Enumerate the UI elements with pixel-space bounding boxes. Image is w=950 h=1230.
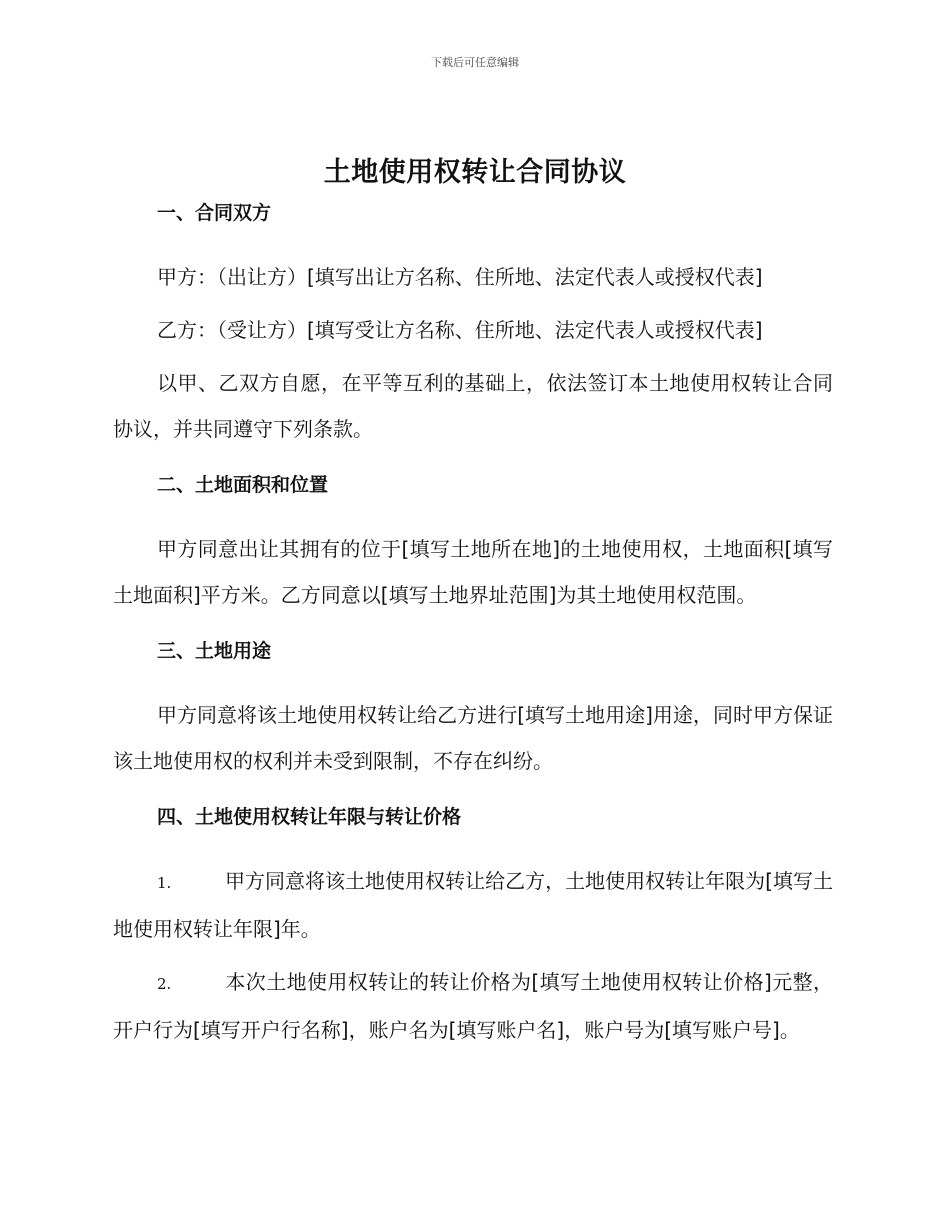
document-body: [113, 198, 833, 1060]
list-item: [113, 858, 833, 952]
list-item-number: 2.: [157, 975, 172, 993]
land-area-paragraph: 甲方同意出让其拥有的位于[填写土地所在地]的土地使用权，土地面积[填写土地面积]平方米。乙方同意以[填写土地界址范围]为其土地使用权范围。: [113, 537, 833, 607]
document-title: 土地使用权转让合同协议: [323, 157, 627, 188]
land-use-paragraph: 甲方同意将该土地使用权转让给乙方进行[填写土地用途]用途，同时甲方保证该土地使用权的权利并未受到限制，不存在纠纷。: [113, 703, 833, 773]
header-note: 下载后可任意编辑: [431, 56, 519, 69]
intro-paragraph: 以甲、乙双方自愿，在平等互利的基础上，依法签订本土地使用权转让合同协议，并共同遵守下列条款。: [113, 371, 833, 441]
party-b-paragraph: 乙方：（受让方）[填写受让方名称、住所地、法定代表人或授权代表]: [157, 318, 763, 342]
list-item-text: 本次土地使用权转让的转让价格为[填写土地使用权转让价格]元整，开户行为[填写开户行名称]，账户名为[填写账户名]，账户号为[填写账户号]。: [113, 970, 833, 1042]
list-item-text: 甲方同意将该土地使用权转让给乙方，土地使用权转让年限为[填写土地使用权转让年限]年。: [113, 869, 833, 941]
section-heading-land-area: 二、土地面积和位置: [157, 474, 329, 496]
list-item: [113, 959, 833, 1053]
party-a-paragraph: 甲方：（出让方）[填写出让方名称、住所地、法定代表人或授权代表]: [157, 265, 763, 289]
section-heading-land-use: 三、土地用途: [157, 640, 272, 662]
section-heading-term-price: 四、土地使用权转让年限与转让价格: [157, 806, 462, 828]
section-heading-parties: 一、合同双方: [157, 202, 272, 224]
list-item-number: 1.: [157, 874, 172, 892]
